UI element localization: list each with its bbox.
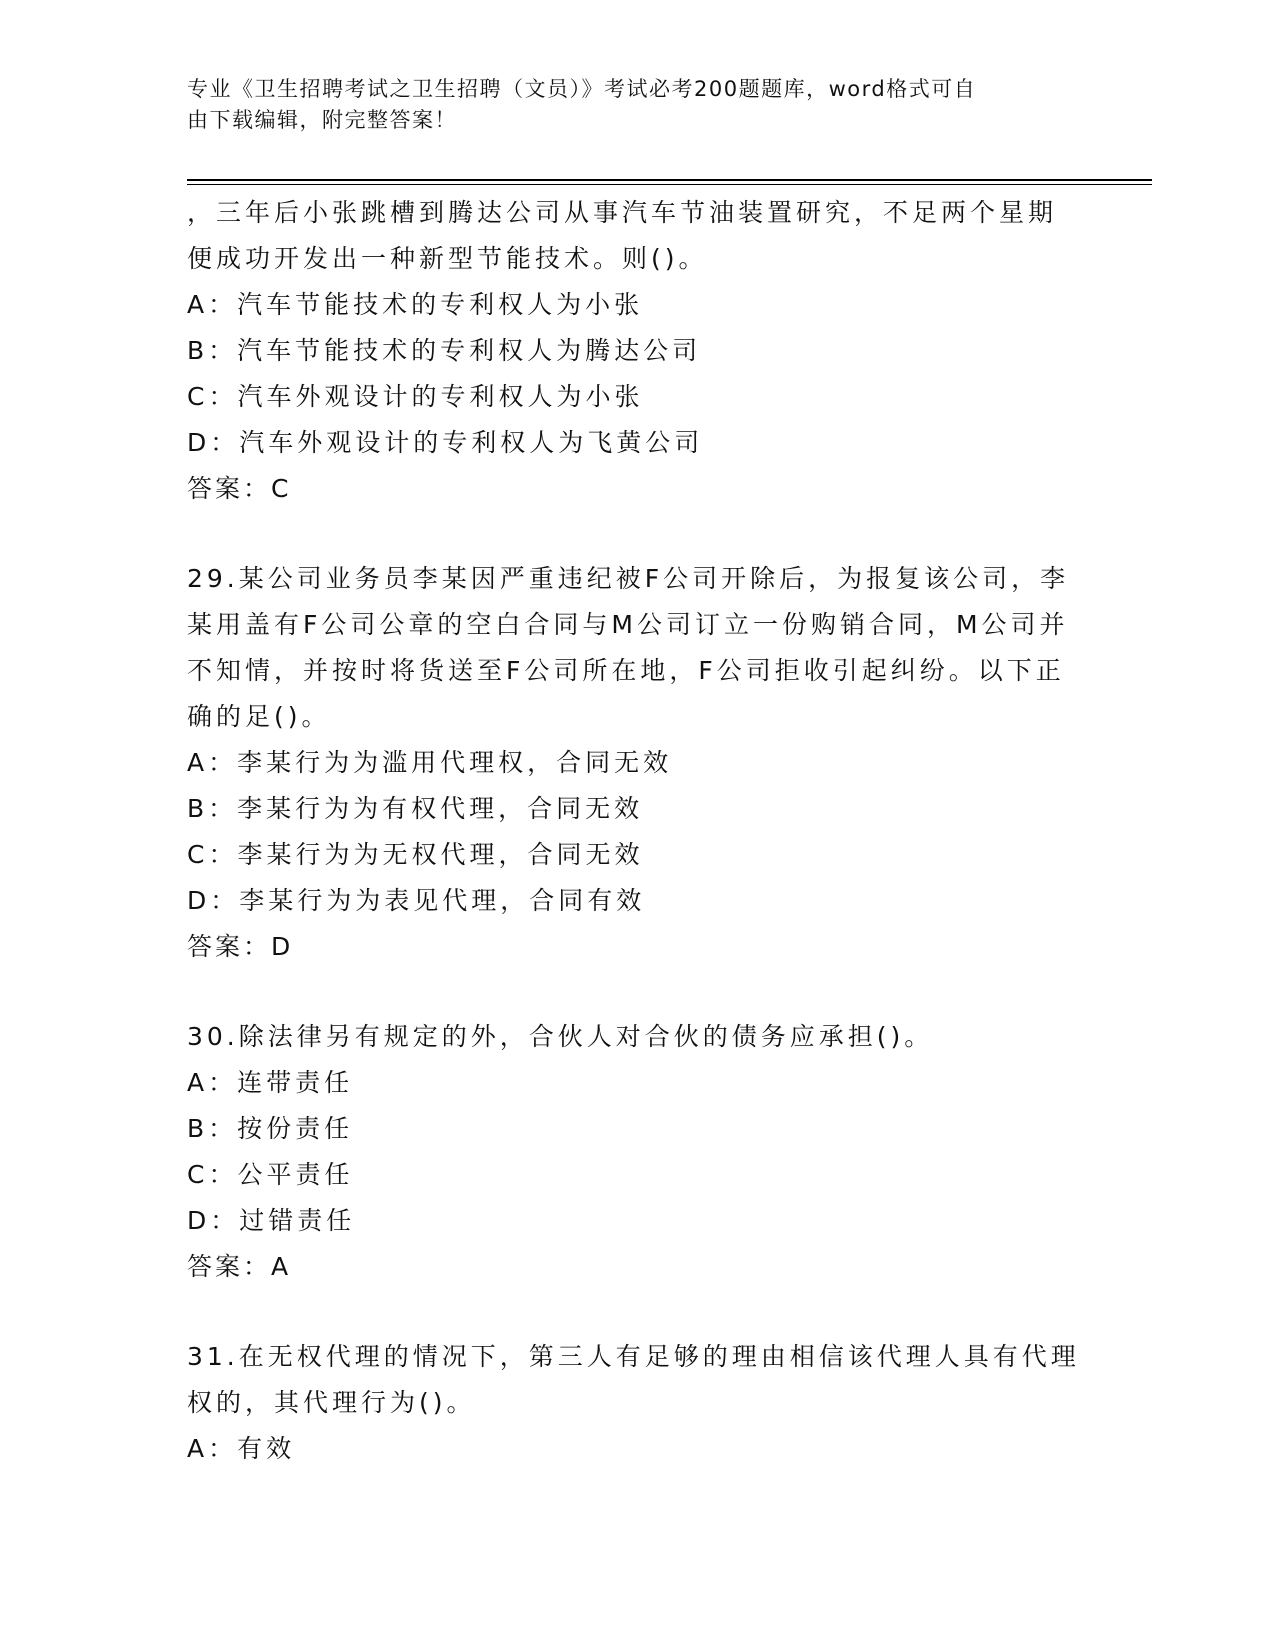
question-stem-line: 便成功开发出一种新型节能技术。则()。 [187, 244, 708, 273]
option-a: A：连带责任 [187, 1068, 354, 1097]
question-stem-line: 确的足()。 [187, 702, 331, 731]
document-header [187, 74, 1067, 136]
option-b: B：汽车节能技术的专利权人为腾达公司 [187, 336, 702, 365]
option-b: B：李某行为为有权代理，合同无效 [187, 794, 644, 823]
option-c: C：汽车外观设计的专利权人为小张 [187, 382, 644, 411]
header-divider-thin [187, 184, 1152, 185]
header-divider-thick [187, 179, 1152, 181]
question-stem-line: 某用盖有F公司公章的空白合同与M公司订立一份购销合同，M公司并 [187, 610, 1069, 639]
spacer [187, 1290, 1087, 1334]
header-line-1: 专业《卫生招聘考试之卫生招聘（文员）》考试必考200题题库，word格式可自 [187, 77, 977, 101]
spacer [187, 970, 1087, 1014]
question-stem-line: 29.某公司业务员李某因严重违纪被F公司开除后，为报复该公司，李 [187, 564, 1070, 593]
option-b: B：按份责任 [187, 1114, 354, 1143]
spacer [187, 512, 1087, 556]
option-d: D：李某行为为表见代理，合同有效 [187, 886, 646, 915]
option-c: C：李某行为为无权代理，合同无效 [187, 840, 644, 869]
question-stem-line: 30.除法律另有规定的外，合伙人对合伙的债务应承担()。 [187, 1022, 934, 1051]
question-stem-line: 权的，其代理行为()。 [187, 1388, 476, 1417]
answer-line: 答案：C [187, 474, 292, 503]
question-31 [187, 1334, 1087, 1472]
answer-line: 答案：A [187, 1252, 292, 1281]
option-a: A：汽车节能技术的专利权人为小张 [187, 290, 644, 319]
question-28 [187, 190, 1087, 512]
option-d: D：汽车外观设计的专利权人为飞黄公司 [187, 428, 704, 457]
question-30 [187, 1014, 1087, 1290]
question-stem-line: ，三年后小张跳槽到腾达公司从事汽车节油装置研究，不足两个星期 [187, 198, 1058, 227]
question-stem-line: 31.在无权代理的情况下，第三人有足够的理由相信该代理人具有代理 [187, 1342, 1080, 1371]
option-a: A：李某行为为滥用代理权，合同无效 [187, 748, 673, 777]
option-a: A：有效 [187, 1434, 296, 1463]
header-line-2: 由下载编辑，附完整答案！ [187, 108, 457, 132]
answer-line: 答案：D [187, 932, 294, 961]
question-29 [187, 556, 1087, 970]
option-c: C：公平责任 [187, 1160, 354, 1189]
option-d: D：过错责任 [187, 1206, 356, 1235]
question-content [187, 190, 1087, 1472]
question-stem-line: 不知情，并按时将货送至F公司所在地，F公司拒收引起纠纷。以下正 [187, 656, 1065, 685]
